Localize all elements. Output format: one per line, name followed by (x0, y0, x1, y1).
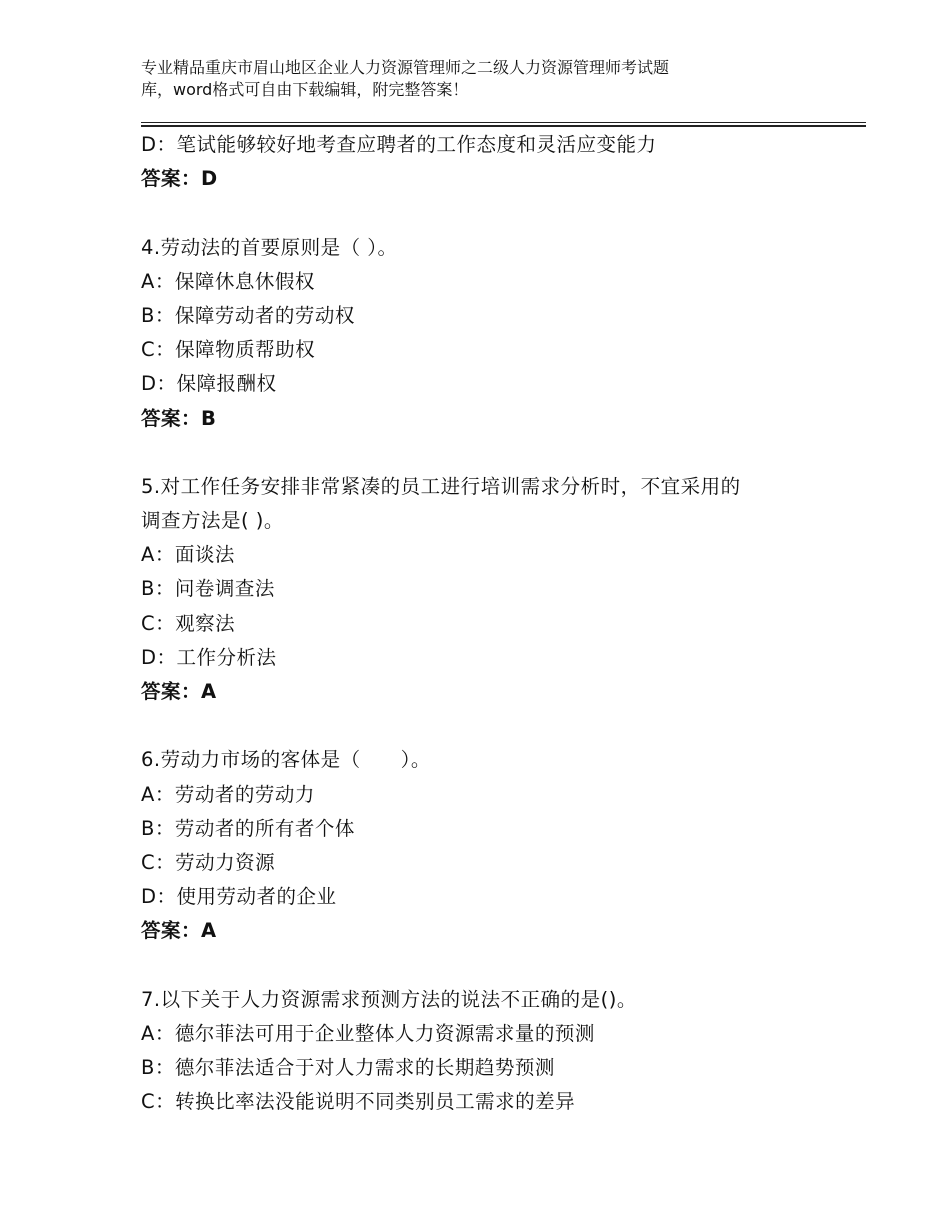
spacer (141, 436, 841, 470)
option-d: D：笔试能够较好地考查应聘者的工作态度和灵活应变能力 (141, 133, 657, 156)
spacer (141, 949, 841, 983)
option-a: A：保障休息休假权 (141, 269, 315, 293)
question-4: 4.劳动法的首要原则是（ ）。 (141, 235, 398, 259)
spacer (141, 709, 841, 743)
option-d: D：工作分析法 (141, 645, 277, 669)
option-c: C：保障物质帮助权 (141, 338, 316, 362)
option-b: B：劳动者的所有者个体 (141, 816, 355, 840)
option-a: A：面谈法 (141, 543, 235, 567)
header-rule-thick (141, 125, 866, 127)
option-a: A：德尔菲法可用于企业整体人力资源需求量的预测 (141, 1021, 595, 1045)
header-line-1: 专业精品重庆市眉山地区企业人力资源管理师之二级人力资源管理师考试题 (141, 58, 670, 77)
question-5-continued: 调查方法是( )。 (141, 509, 284, 533)
option-c: C：转换比率法没能说明不同类别员工需求的差异 (141, 1090, 576, 1114)
option-d: D：保障报酬权 (141, 372, 277, 396)
question-5: 5.对工作任务安排非常紧凑的员工进行培训需求分析时，不宜采用的 (141, 474, 741, 498)
question-7: 7.以下关于人力资源需求预测方法的说法不正确的是()。 (141, 987, 637, 1011)
answer: 答案：A (141, 919, 217, 943)
question-6: 6.劳动力市场的客体是（ ）。 (141, 748, 431, 772)
option-d: D：使用劳动者的企业 (141, 885, 337, 909)
document-body (141, 128, 841, 1119)
answer: 答案：D (141, 167, 218, 191)
option-b: B：保障劳动者的劳动权 (141, 303, 355, 327)
option-b: B：问卷调查法 (141, 577, 275, 601)
header-rule-thin (141, 122, 866, 123)
header-line-2: 库，word格式可自由下载编辑，附完整答案！ (141, 80, 469, 99)
answer: 答案：A (141, 680, 217, 703)
document-header (141, 57, 821, 101)
option-a: A：劳动者的劳动力 (141, 782, 315, 806)
option-c: C：观察法 (141, 611, 236, 635)
option-b: B：德尔菲法适合于对人力需求的长期趋势预测 (141, 1056, 555, 1080)
option-c: C：劳动力资源 (141, 850, 276, 874)
answer: 答案：B (141, 406, 217, 430)
spacer (141, 196, 841, 230)
